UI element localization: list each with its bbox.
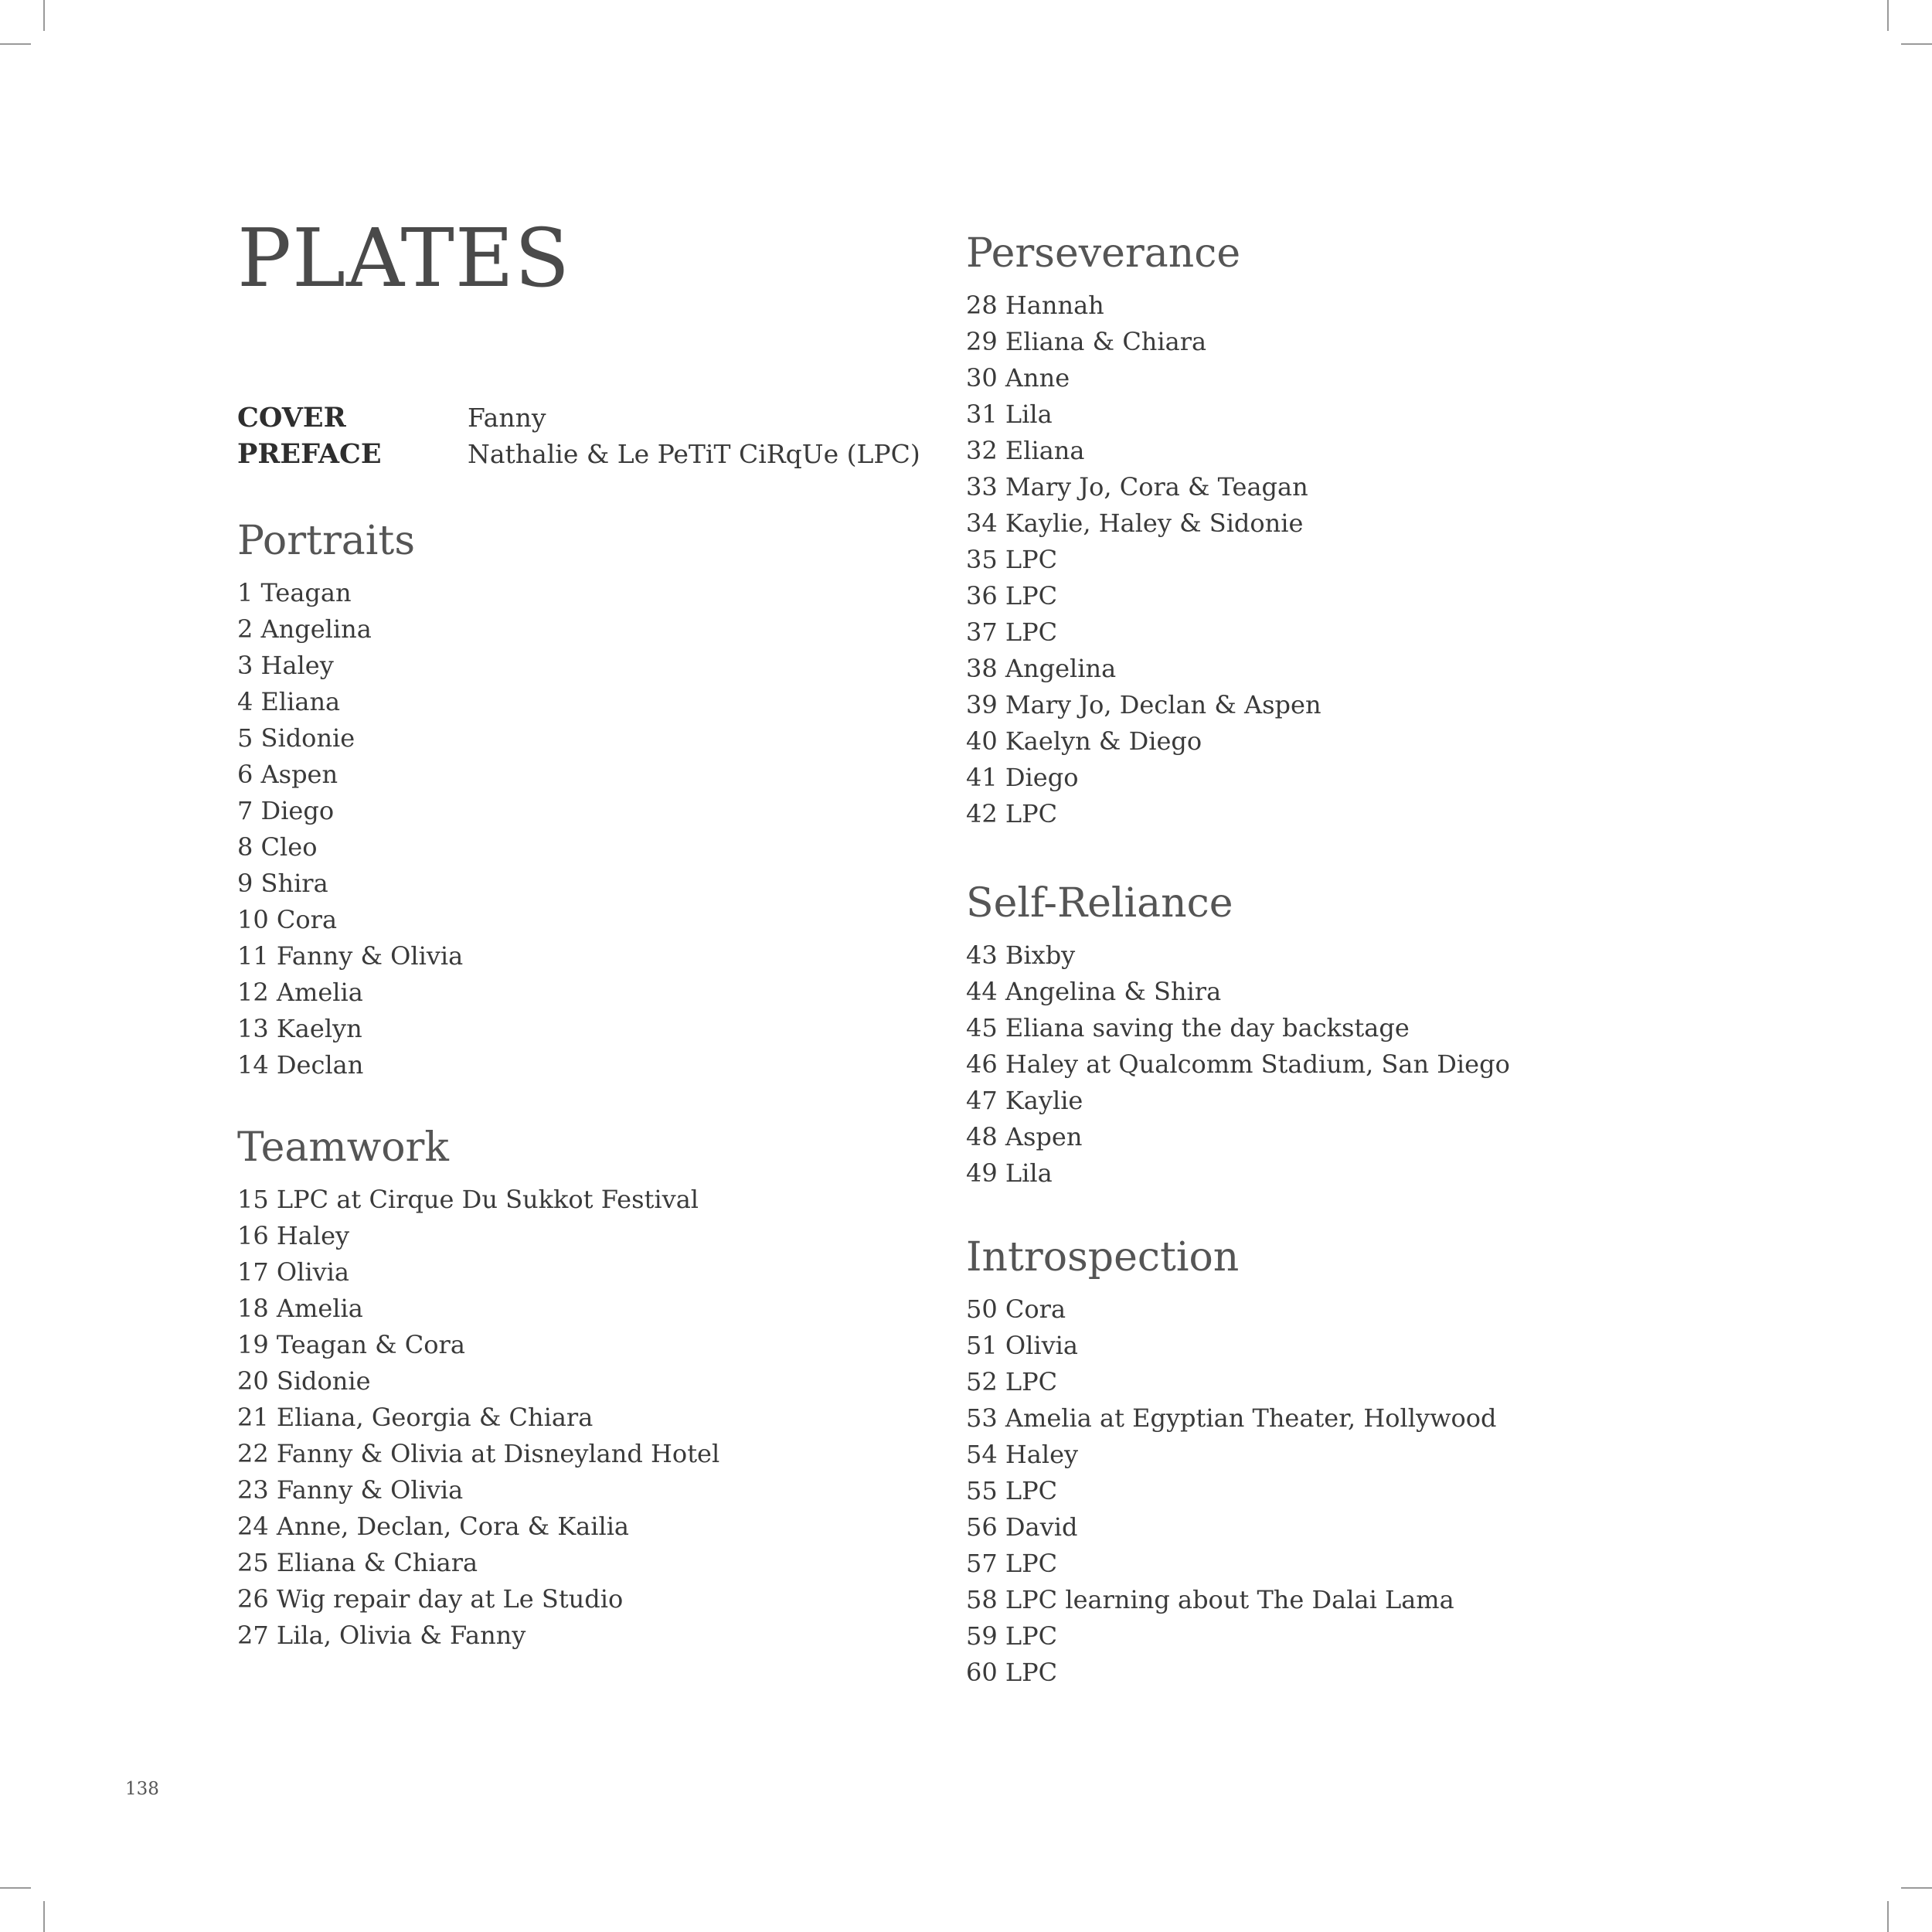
plate-item: 56 David: [966, 1512, 1078, 1542]
plate-item: 11 Fanny & Olivia: [237, 941, 464, 971]
plate-list: [966, 937, 1510, 1192]
preface-label: PREFACE: [237, 438, 382, 470]
plate-list: [237, 1182, 719, 1654]
plate-item: 51 Olivia: [966, 1331, 1078, 1360]
crop-mark-bottom-right-h: [1901, 1887, 1932, 1889]
plate-item: 28 Hannah: [966, 291, 1104, 320]
crop-mark-top-right-v: [1887, 0, 1889, 31]
plate-item: 10 Cora: [237, 905, 338, 934]
plate-item: 1 Teagan: [237, 578, 352, 607]
section-teamwork: [237, 1124, 720, 1654]
crop-mark-bottom-left-h: [0, 1887, 31, 1889]
plate-list: [237, 575, 463, 1083]
plate-item: 25 Eliana & Chiara: [237, 1548, 478, 1577]
crop-mark-top-left-v: [43, 0, 45, 31]
plate-item: 60 LPC: [966, 1658, 1058, 1687]
plate-item: 4 Eliana: [237, 687, 341, 716]
plate-item: 54 Haley: [966, 1440, 1079, 1469]
section-introspection: [966, 1234, 1497, 1691]
plate-item: 26 Wig repair day at Le Studio: [237, 1584, 624, 1614]
front-matter: [237, 402, 920, 474]
plate-item: 58 LPC learning about The Dalai Lama: [966, 1585, 1454, 1614]
plate-item: 45 Eliana saving the day backstage: [966, 1013, 1410, 1043]
plate-item: 14 Declan: [237, 1050, 364, 1080]
section-heading: Self-Reliance: [966, 880, 1233, 927]
front-matter-row: [237, 402, 920, 438]
plate-item: 37 LPC: [966, 617, 1058, 647]
plate-item: 16 Haley: [237, 1221, 350, 1250]
plate-item: 50 Cora: [966, 1294, 1066, 1324]
plate-item: 19 Teagan & Cora: [237, 1330, 465, 1359]
plate-item: 59 LPC: [966, 1621, 1058, 1651]
plate-item: 49 Lila: [966, 1158, 1053, 1188]
page-title: PLATES: [237, 211, 570, 305]
cover-label: COVER: [237, 402, 346, 434]
plate-item: 46 Haley at Qualcomm Stadium, San Diego: [966, 1049, 1510, 1079]
plate-item: 21 Eliana, Georgia & Chiara: [237, 1403, 594, 1432]
plate-item: 9 Shira: [237, 869, 328, 898]
plate-item: 15 LPC at Cirque Du Sukkot Festival: [237, 1185, 699, 1214]
crop-mark-bottom-left-v: [43, 1901, 45, 1932]
plate-item: 8 Cleo: [237, 832, 318, 862]
plate-item: 5 Sidonie: [237, 723, 355, 753]
plate-item: 7 Diego: [237, 796, 335, 825]
plate-item: 30 Anne: [966, 363, 1070, 393]
plate-item: 2 Angelina: [237, 614, 372, 644]
cover-value: Fanny: [468, 403, 546, 433]
plate-item: 47 Kaylie: [966, 1086, 1083, 1115]
section-heading: Perseverance: [966, 230, 1241, 277]
plate-item: 35 LPC: [966, 545, 1058, 574]
plate-item: 18 Amelia: [237, 1294, 363, 1323]
plate-item: 53 Amelia at Egyptian Theater, Hollywood: [966, 1403, 1497, 1433]
plate-item: 31 Lila: [966, 400, 1053, 429]
preface-value: Nathalie & Le PeTiT CiRqUe (LPC): [468, 439, 920, 469]
plate-item: 52 LPC: [966, 1367, 1058, 1396]
plate-item: 32 Eliana: [966, 436, 1085, 465]
plate-item: 22 Fanny & Olivia at Disneyland Hotel: [237, 1439, 720, 1468]
plate-item: 33 Mary Jo, Cora & Teagan: [966, 472, 1308, 502]
plate-item: 13 Kaelyn: [237, 1014, 362, 1043]
section-self-reliance: [966, 880, 1510, 1192]
plate-item: 17 Olivia: [237, 1257, 349, 1287]
plate-item: 12 Amelia: [237, 978, 363, 1007]
section-portraits: [237, 518, 464, 1083]
plate-item: 39 Mary Jo, Declan & Aspen: [966, 690, 1321, 719]
plate-item: 29 Eliana & Chiara: [966, 327, 1207, 356]
plate-item: 27 Lila, Olivia & Fanny: [237, 1621, 526, 1650]
plate-item: 43 Bixby: [966, 940, 1076, 970]
plate-item: 34 Kaylie, Haley & Sidonie: [966, 509, 1304, 538]
crop-mark-bottom-right-v: [1887, 1901, 1889, 1932]
plate-item: 23 Fanny & Olivia: [237, 1475, 464, 1505]
crop-mark-top-left-h: [0, 43, 31, 45]
plate-item: 48 Aspen: [966, 1122, 1083, 1151]
plate-item: 41 Diego: [966, 763, 1079, 792]
plate-item: 38 Angelina: [966, 654, 1117, 683]
plate-item: 42 LPC: [966, 799, 1058, 828]
section-heading: Teamwork: [237, 1124, 449, 1171]
plate-list: [966, 1291, 1496, 1691]
section-perseverance: [966, 230, 1321, 832]
plate-item: 24 Anne, Declan, Cora & Kailia: [237, 1512, 629, 1541]
plate-item: 40 Kaelyn & Diego: [966, 726, 1202, 756]
plate-list: [966, 287, 1321, 832]
plate-item: 36 LPC: [966, 581, 1058, 611]
plate-item: 20 Sidonie: [237, 1366, 371, 1396]
plate-item: 44 Angelina & Shira: [966, 977, 1222, 1006]
plate-item: 6 Aspen: [237, 760, 338, 789]
plate-item: 57 LPC: [966, 1549, 1058, 1578]
front-matter-row: [237, 438, 920, 474]
section-heading: Introspection: [966, 1234, 1240, 1281]
plate-item: 3 Haley: [237, 651, 334, 680]
page-number: 138: [125, 1779, 159, 1799]
section-heading: Portraits: [237, 518, 416, 564]
plate-item: 55 LPC: [966, 1476, 1058, 1505]
crop-mark-top-right-h: [1901, 43, 1932, 45]
